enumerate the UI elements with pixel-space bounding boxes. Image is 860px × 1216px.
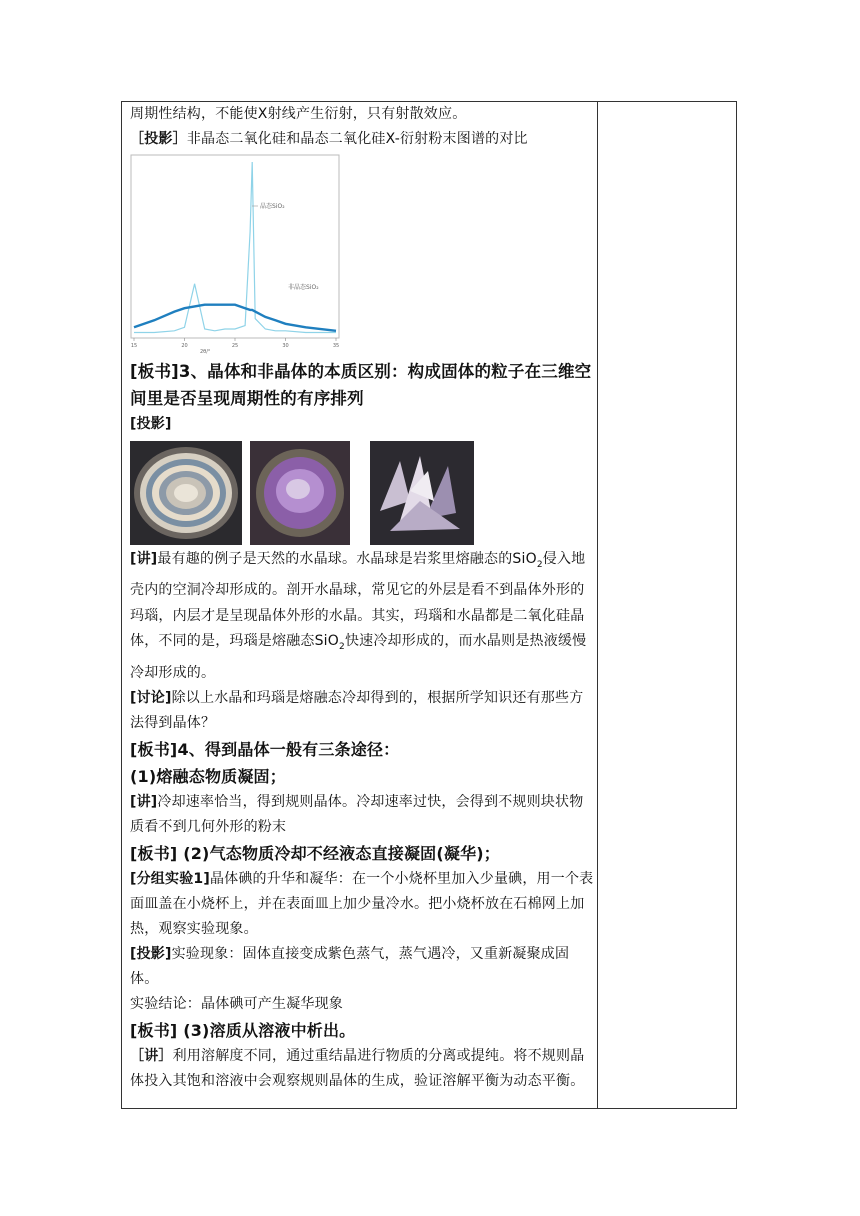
projection-label: [130, 412, 595, 437]
x-axis-label: 2θ/°: [200, 349, 211, 354]
board-note-4: [130, 736, 595, 763]
lesson-table: [121, 101, 737, 1109]
lecture-text: 冷却速率恰当，得到规则晶体。冷却速率过快，会得到不规则块状物质看不到几何外形的粉末: [130, 794, 584, 836]
x-tick-label: 25: [231, 343, 239, 349]
lecture-text-b: 侵入地壳内的空洞冷却形成的。剖开水晶球，常见它的外层是看不到晶体外形的玛瑙，内层才是呈现晶体外形的水晶。其实，玛瑙和水晶都是二氧化硅晶体，不同的是，玛瑙是熔融态SiO: [130, 551, 586, 650]
board-text: (2)气态物质冷却不经液态直接凝固(凝华)；: [177, 844, 500, 864]
text-line: [130, 127, 595, 152]
subscript: 2: [536, 559, 543, 570]
tag-board: [板书]: [130, 1021, 178, 1041]
board-text: 3、晶体和非晶体的本质区别：构成固体的粒子在三维空间里是否呈现周期性的有序排列: [130, 362, 592, 408]
way-text: (1)熔融态物质凝固；: [130, 767, 286, 787]
board-text: (3)溶质从溶液中析出。: [177, 1021, 356, 1041]
tag-discussion: [讨论]: [130, 690, 172, 707]
board-note-3: [130, 358, 595, 412]
series-line-1: [134, 305, 336, 331]
column-divider: [597, 102, 598, 1108]
experiment-conclusion: [130, 992, 595, 1017]
lecture-text-c: 快速冷却形成的，而水晶则是热液缓慢冷却形成的。: [130, 633, 587, 681]
x-tick-label: 20: [181, 343, 188, 349]
tag-projection: [投影]: [130, 416, 172, 432]
board-text: 4、得到晶体一般有三条途径：: [177, 740, 400, 760]
line-text: 周期性结构，不能使X射线产生衍射，只有射散效应。: [130, 106, 467, 122]
crystal-series-label: 晶态SiO₂: [260, 203, 285, 210]
projection-3: [130, 942, 595, 992]
way-1: [130, 763, 595, 790]
lecture-3: [130, 1044, 595, 1094]
tag-lecture: [讲]: [130, 551, 158, 567]
discussion: [130, 686, 595, 736]
board-note-way-2: [130, 840, 595, 867]
series-line-0: [134, 162, 336, 333]
quartz-cluster-photo: [370, 441, 474, 545]
amorphous-series-label: 非晶态SiO₂: [288, 284, 319, 291]
plot-frame: [131, 155, 339, 338]
crystal-photos: [130, 441, 595, 545]
lecture-text: 利用溶解度不同，通过重结晶进行物质的分离或提纯。将不规则晶体投入其饱和溶液中会观察规则晶体的生成，验证溶解平衡为动态平衡。: [130, 1048, 585, 1090]
discussion-text: 除以上水晶和玛瑙是熔融态冷却得到的，根据所学知识还有那些方法得到晶体？: [130, 690, 584, 732]
tag-lecture: [讲]: [130, 794, 158, 811]
lecture-2: [130, 790, 595, 840]
board-note-way-3: [130, 1017, 595, 1044]
conclusion-text: 实验结论：晶体碘可产生凝华现象: [130, 996, 343, 1013]
amethyst-geode-photo: [250, 441, 362, 545]
tag-lecture: ［讲］: [130, 1048, 173, 1065]
tag-board: [板书]: [130, 740, 178, 760]
tag-experiment: [分组实验1]: [130, 871, 210, 888]
agate-photo: [130, 441, 242, 545]
xrd-chart: [130, 154, 340, 354]
tag-projection: ［投影］: [130, 131, 187, 147]
tag-board: [板书]: [130, 844, 178, 864]
x-tick-label: 35: [332, 343, 340, 349]
tag-board: [板书]: [130, 362, 179, 381]
x-tick-label: 30: [282, 343, 289, 349]
lecture-1: [130, 547, 595, 686]
teaching-content-column: [130, 102, 595, 1094]
subscript: 2: [339, 642, 345, 653]
x-tick-label: 15: [130, 343, 138, 349]
xrd-pattern-figure: [130, 154, 340, 354]
text-line: [130, 102, 595, 127]
projection-text: 实验现象：固体直接变成紫色蒸气，蒸气遇冷，又重新凝聚成固体。: [130, 946, 570, 988]
lecture-text-a: 最有趣的例子是天然的水晶球。水晶球是岩浆里熔融态的SiO: [157, 551, 537, 567]
tag-projection: [投影]: [130, 946, 172, 963]
line-text: 非晶态二氧化硅和晶态二氧化硅X-衍射粉末图谱的对比: [186, 131, 528, 147]
group-experiment: [130, 867, 595, 942]
experiment-text: 晶体碘的升华和凝华：在一个小烧杯里加入少量碘，用一个表面皿盖在小烧杯上，并在表面皿上加少量冷水。把小烧杯放在石棉网上加热，观察实验现象。: [130, 871, 594, 938]
